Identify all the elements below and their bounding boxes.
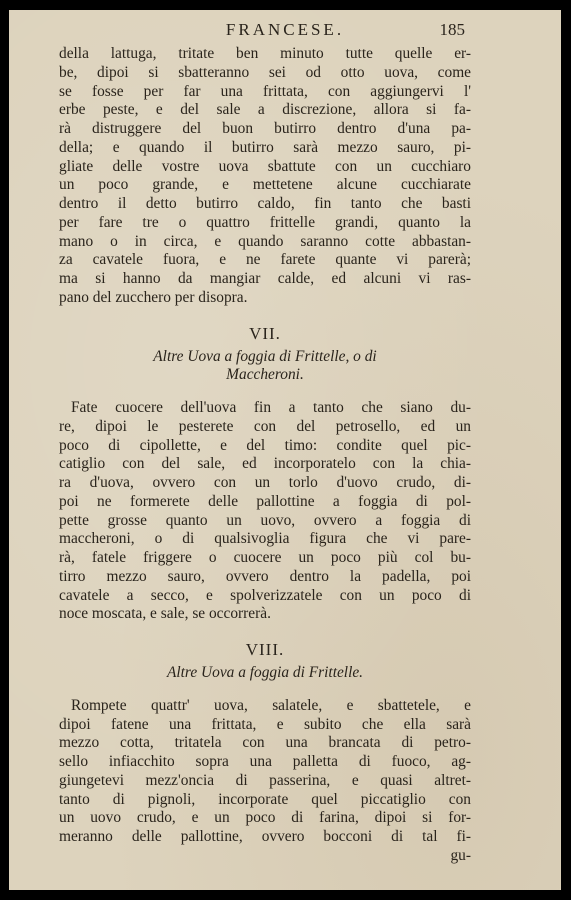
book-page <box>9 10 561 890</box>
text-line: mezzo cotta, tritatela con una brancata di petro- <box>59 734 471 752</box>
text-line: re, dipoi le pesterete con del petrosello, ed un <box>59 417 471 435</box>
text-line: be, dipoi si sbatteranno sei od otto uova, come <box>59 63 471 81</box>
page-text <box>59 45 471 866</box>
text-line: gliate delle vostre uova sbattute con un cucchiaro <box>59 157 471 175</box>
text-line: maccheroni, o di qualsivoglia figura che vi pare- <box>59 530 471 548</box>
section-heading-viii: Altre Uova a foggia di Frittelle. <box>166 664 364 681</box>
intro-paragraph <box>59 45 471 308</box>
text-line: pano del zucchero per disopra. <box>59 288 248 306</box>
running-title: FRANCESE. <box>225 20 345 39</box>
text-line: poi ne formerete delle pallottine a foggia di pol- <box>59 492 471 510</box>
text-line: pette grosse quanto un uovo, ovvero a foggia di <box>59 511 471 529</box>
text-line: cavatele a secco, e spolverizzatele con un poco di <box>59 586 471 604</box>
text-line: Fate cuocere dell'uova fin a tanto che siano du- <box>71 399 471 416</box>
section-heading-vii-continued: Maccheroni. <box>226 366 304 384</box>
text-line: dipoi fatene una frittata, e subito che ella sarà <box>59 715 471 733</box>
text-line: tirro mezzo sauro, ovvero dentro la padella, poi <box>59 567 471 585</box>
page-number: 185 <box>439 20 465 39</box>
text-line: un uovo crudo, e un poco di farina, dipoi si for- <box>59 809 471 827</box>
text-line: ma si hanno da mangiar calde, ed alcuni vi ras- <box>59 270 471 287</box>
text-line: giungetevi mezz'oncia di passerina, e quasi altret- <box>59 771 471 789</box>
text-line: sello infiacchito sopra una palletta di fuoco, ag- <box>59 753 471 770</box>
text-line: erbe peste, e del sale a discrezione, allora si fa- <box>59 101 471 119</box>
text-line: poco di cipollette, e del timo: condite quel pic- <box>59 436 471 454</box>
text-line: za cavatele fuora, e ne farete quante vi parerà; <box>59 251 471 269</box>
text-line: un poco grande, e mettetene alcune cucchiarate <box>59 176 471 194</box>
text-line: meranno delle pallottine, ovvero bocconi di tal fi- <box>59 828 471 845</box>
text-line: ra d'uova, ovvero con un torlo d'uovo crudo, di- <box>59 474 471 491</box>
running-head <box>9 20 561 46</box>
text-line: dentro il detto butirro caldo, fin tanto che basti <box>59 195 471 212</box>
text-line: della lattuga, tritate ben minuto tutte quelle er- <box>59 45 471 62</box>
section-number-viii: VIII. <box>245 640 285 659</box>
text-line: se fosse per far una frittata, con aggiungervi l' <box>59 82 471 100</box>
text-line: noce moscata, e sale, se occorrerà. <box>59 605 271 623</box>
section-number-vii: VII. <box>249 323 281 343</box>
text-line: rà, fatele friggere o cuocere un poco più col bu- <box>59 549 471 566</box>
recipe-paragraph-viii <box>59 697 471 866</box>
text-line: rà distruggere del buon butirro dentro d'una pa- <box>59 120 471 137</box>
text-line: per fare tre o quattro frittelle grandi, quanto la <box>59 213 471 231</box>
text-line: mano o in circa, e quando saranno cotte abbastan- <box>59 232 471 250</box>
section-heading-vii: Altre Uova a foggia di Frittelle, o di <box>153 347 377 365</box>
text-line: catiglio con del sale, ed incorporatelo con la chia- <box>59 455 471 473</box>
text-line: tanto di pignoli, incorporate quel piccatiglio con <box>59 790 471 808</box>
text-line: Rompete quattr' uova, salatele, e sbattetele, e <box>71 696 471 714</box>
recipe-paragraph-vii <box>59 399 471 624</box>
text-line: della; e quando il butirro sarà mezzo sauro, pi- <box>59 138 471 156</box>
catchword: gu- <box>450 846 471 864</box>
